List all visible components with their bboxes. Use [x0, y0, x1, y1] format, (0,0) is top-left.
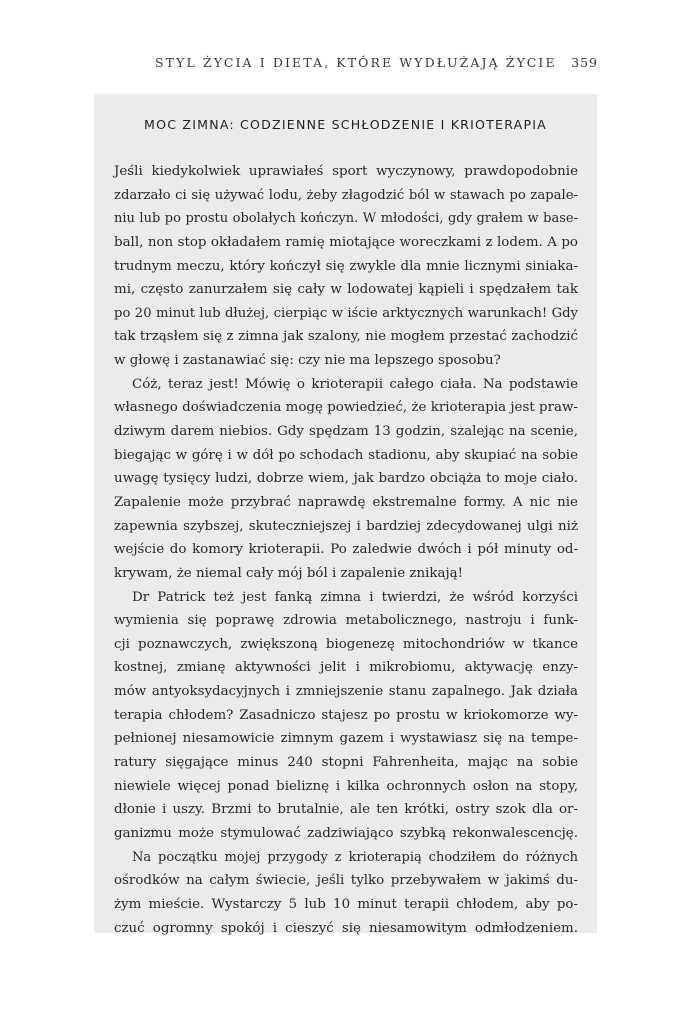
- text-line: żym mieście. Wystarczy 5 lub 10 minut terapii chłodem, aby po-: [114, 896, 578, 912]
- text-line: krywam, że niemal cały mój ból i zapalenie znikają!: [114, 565, 464, 581]
- text-line: zdarzało ci się używać lodu, żeby złagodzić ból w stawach po zapale-: [114, 187, 578, 203]
- running-head: [155, 55, 598, 77]
- text-line: cji poznawczych, zwiększoną biogenezę mitochondriów w tkance: [114, 636, 578, 652]
- text-line: biegając w górę i w dół po schodach stadionu, aby skupiać na sobie: [114, 447, 578, 463]
- sidebar-box: [94, 94, 597, 936]
- box-title: MOC ZIMNA: CODZIENNE SCHŁODZENIE I KRIOTERAPIA: [144, 117, 547, 132]
- paragraph: [114, 586, 578, 846]
- text-line: Cóż, teraz jest! Mówię o krioterapii całego ciała. Na podstawie: [132, 376, 578, 392]
- text-line: ośrodków na całym świecie, jeśli tylko przebywałem w jakimś du-: [114, 873, 578, 889]
- text-line: po 20 minut lub dłużej, cierpiąc w iście arktycznych warunkach! Gdy: [114, 305, 578, 321]
- paragraph: [114, 373, 578, 586]
- text-line: niu lub po prostu obolałych kończyn. W młodości, gdy grałem w base-: [114, 211, 578, 227]
- paragraph: [114, 160, 578, 373]
- text-line: kostnej, zmianę aktywności jelit i mikrobiomu, aktywację enzy-: [114, 660, 578, 676]
- text-line: uwagę tysięcy ludzi, dobrze wiem, jak bardzo obciąża to moje ciało.: [114, 471, 578, 487]
- box-body: [114, 160, 578, 940]
- text-line: tak trząsłem się z zimna jak szalony, nie mogłem przestać zachodzić: [114, 329, 578, 345]
- text-line: terapia chłodem? Zasadniczo stajesz po prostu w kriokomorze wy-: [114, 707, 578, 723]
- text-line: dłonie i uszy. Brzmi to brutalnie, ale ten krótki, ostry szok dla or-: [114, 802, 578, 818]
- text-line: Jeśli kiedykolwiek uprawiałeś sport wyczynowy, prawdopodobnie: [114, 164, 578, 179]
- text-line: ball, non stop okładałem ramię miotające woreczkami z lodem. A po: [114, 234, 578, 250]
- text-line: dziwym darem niebios. Gdy spędzam 13 godzin, szalejąc na scenie,: [114, 424, 578, 440]
- text-line: mów antyoksydacyjnych i zmniejszenie stanu zapalnego. Jak działa: [114, 684, 578, 700]
- running-title: STYL ŻYCIA I DIETA, KTÓRE WYDŁUŻAJĄ ŻYCIE: [155, 55, 557, 70]
- text-line: czuć ogromny spokój i cieszyć się niesamowitym odmłodzeniem.: [114, 920, 578, 936]
- text-line: zapewnia szybszej, skuteczniejszej i bardziej zdecydowanej ulgi niż: [114, 518, 578, 534]
- text-line: Dr Patrick też jest fanką zimna i twierdzi, że wśród korzyści: [132, 589, 578, 605]
- text-line: mi, często zanurzałem się cały w lodowatej kąpieli i spędzałem tak: [114, 282, 578, 298]
- paragraph: [114, 846, 578, 941]
- text-line: trudnym meczu, który kończył się zwykle dla mnie licznymi siniaka-: [114, 258, 578, 274]
- text-line: w głowę i zastanawiać się: czy nie ma lepszego sposobu?: [114, 353, 501, 369]
- text-line: ratury sięgające minus 240 stopni Fahrenheita, mając na sobie: [114, 755, 578, 771]
- text-line: wejście do komory krioterapii. Po zaledwie dwóch i pół minuty od-: [114, 542, 578, 558]
- text-line: Zapalenie może przybrać naprawdę ekstremalne formy. A nic nie: [114, 494, 578, 510]
- text-line: ganizmu może stymulować zadziwiająco szybką rekonwalescencję.: [114, 825, 578, 841]
- text-line: pełnionej niesamowicie zimnym gazem i wystawiasz się na tempe-: [114, 731, 578, 747]
- text-line: niewiele więcej ponad bieliznę i kilka ochronnych osłon na stopy,: [114, 778, 578, 794]
- text-line: własnego doświadczenia mogę powiedzieć, że krioterapia jest praw-: [114, 400, 578, 416]
- text-line: Na początku mojej przygody z krioterapią chodziłem do różnych: [132, 849, 578, 865]
- page-number: 359: [571, 55, 598, 70]
- text-line: wymienia się poprawę zdrowia metabolicznego, nastroju i funk-: [114, 613, 578, 629]
